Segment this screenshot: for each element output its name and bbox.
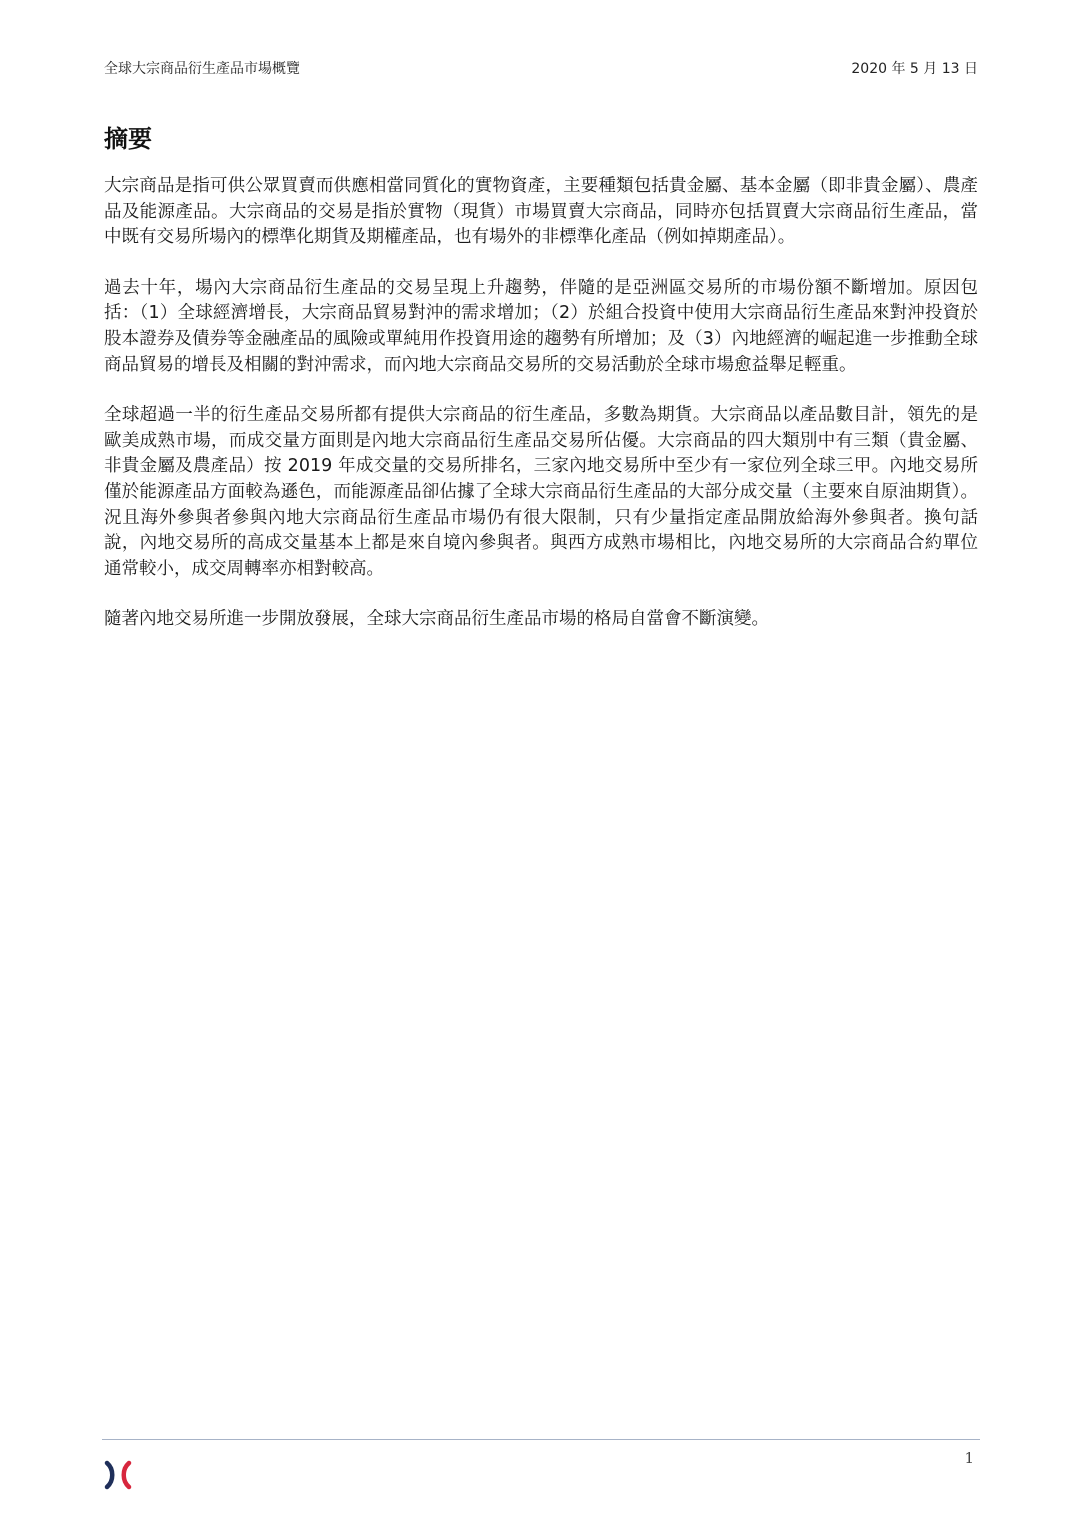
page-number: 1 [964,1449,974,1467]
header-document-title: 全球大宗商品衍生產品市場概覽 [104,61,300,77]
footer-divider [102,1439,980,1440]
logo-right-stroke [124,1463,129,1487]
paragraph-1: 大宗商品是指可供公眾買賣而供應相當同質化的實物資產，主要種類包括貴金屬、基本金屬（即非貴金屬）、農產品及能源產品。大宗商品的交易是指於實物（現貨）市場買賣大宗商品，同時亦包括買賣大宗商品衍生產品，當中既有交易所場內的標準化期貨及期權產品，也有場外的非標準化產品（例如掉期產品）。 [104,176,978,248]
paragraph-4: 隨著內地交易所進一步開放發展，全球大宗商品衍生產品市場的格局自當會不斷演變。 [104,609,769,630]
section-heading: 摘要 [104,125,152,153]
page-header [104,58,978,80]
header-date: 2020 年 5 月 13 日 [851,61,978,77]
hkex-logo-icon [104,1460,132,1490]
paragraph-2: 過去十年，場內大宗商品衍生產品的交易呈現上升趨勢，伴隨的是亞洲區交易所的市場份額不斷增加。原因包括：（1）全球經濟增長，大宗商品貿易對沖的需求增加；（2）於組合投資中使用大宗商品衍生產品來對沖投資於股本證券及債券等金融產品的風險或單純用作投資用途的趨勢有所增加；及（3）內地經濟的崛起進一步推動全球商品貿易的增長及相關的對沖需求，而內地大宗商品交易所的交易活動於全球市場愈益舉足輕重。 [104,277,978,375]
logo-left-stroke [107,1463,112,1487]
body-text [104,174,978,658]
paragraph-3: 全球超過一半的衍生產品交易所都有提供大宗商品的衍生產品，多數為期貨。大宗商品以產品數目計，領先的是歐美成熟市場，而成交量方面則是內地大宗商品衍生產品交易所佔優。大宗商品的四大類別中有三類（貴金屬、非貴金屬及農產品）按 2019 年成交量的交易所排名，三家內地交易所中至少有一家位列全球三甲。內地交易所僅於能源產品方面較為遜色，而能源產品卻佔據了全球大宗商品衍生產品的大部分成交量（主要來自原油期貨）。況且海外參與者參與內地大宗商品衍生產品市場仍有很大限制，只有少量指定產品開放給海外參與者。換句話說，內地交易所的高成交量基本上都是來自境內參與者。與西方成熟市場相比，內地交易所的大宗商品合約單位通常較小，成交周轉率亦相對較高。 [104,405,978,579]
